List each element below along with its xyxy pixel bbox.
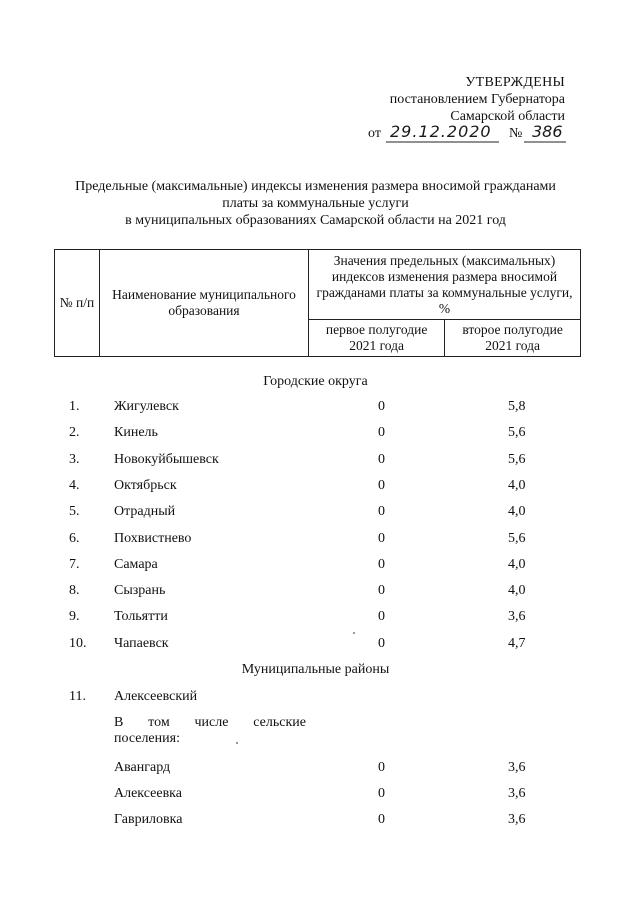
row-name: Самара	[114, 556, 158, 572]
approval-line-1: постановлением Губернатора	[389, 92, 565, 107]
row-second-half-value: 4,7	[508, 635, 526, 651]
table-row	[0, 609, 631, 629]
table-row	[0, 478, 631, 498]
header-table	[54, 249, 581, 357]
row-number: 10.	[69, 635, 87, 651]
row-name: Чапаевск	[114, 635, 169, 651]
title-line-1: Предельные (максимальные) индексы изменения размера вносимой гражданами	[75, 179, 556, 194]
row-first-half-value: 0	[378, 399, 385, 414]
col-header-first-half: первое полугодие 2021 года	[309, 320, 445, 357]
row-second-half-value: 5,6	[508, 425, 526, 441]
decree-date: 29.12.2020	[390, 122, 492, 141]
table-row	[0, 504, 631, 524]
row-number: 8.	[69, 583, 80, 599]
row-second-half-value: 5,6	[508, 451, 526, 467]
subheading-line-1	[114, 715, 306, 731]
row-first-half-value: 0	[378, 477, 385, 493]
row-name: Кинель	[114, 425, 158, 441]
row-first-half-value: 0	[378, 451, 385, 467]
table-row	[0, 531, 631, 551]
table-row	[0, 425, 631, 445]
row-second-half-value: 3,6	[508, 812, 526, 827]
subheading-line-2: поселения:	[114, 731, 180, 746]
row-second-half-value: 4,0	[508, 556, 526, 572]
row-first-half-value: 0	[378, 635, 385, 651]
row-first-half-value: 0	[378, 583, 385, 599]
row-number: 6.	[69, 530, 80, 546]
number-label: №	[509, 126, 523, 141]
row-name: Алексеевка	[114, 786, 182, 801]
subheading-word: сельские	[253, 715, 306, 730]
row-number: 9.	[69, 609, 80, 625]
table-row	[0, 812, 631, 832]
row-second-half-value: 3,6	[508, 609, 526, 625]
row-first-half-value: 0	[378, 425, 385, 441]
scan-speck	[236, 742, 238, 744]
district-number: 11.	[69, 689, 86, 704]
row-first-half-value: 0	[378, 786, 385, 801]
from-label: от	[368, 126, 381, 141]
row-name: Новокуйбышевск	[114, 451, 219, 467]
row-second-half-value: 5,8	[508, 399, 526, 414]
row-second-half-value: 4,0	[508, 504, 526, 520]
decree-number: 386	[532, 122, 563, 141]
section-municipal-districts: Муниципальные районы	[241, 662, 390, 677]
row-name: Тольятти	[114, 609, 168, 625]
row-second-half-value: 4,0	[508, 477, 526, 493]
row-number: 7.	[69, 556, 80, 572]
row-name: Отрадный	[114, 504, 176, 520]
title-line-2: платы за коммунальные услуги	[222, 196, 409, 211]
table-row	[0, 557, 631, 577]
row-name: Жигулевск	[114, 399, 179, 414]
row-name: Гавриловка	[114, 812, 183, 827]
row-name: Авангард	[114, 760, 171, 775]
scan-speck	[353, 632, 355, 634]
approval-line-2: Самарской области	[450, 109, 565, 124]
approval-block	[325, 74, 565, 125]
district-name: Алексеевский	[114, 689, 198, 704]
row-number: 3.	[69, 451, 80, 467]
row-first-half-value: 0	[378, 504, 385, 520]
settlements-subheading	[114, 715, 306, 747]
document-title	[40, 178, 591, 229]
row-first-half-value: 0	[378, 609, 385, 625]
row-first-half-value: 0	[378, 812, 385, 827]
approval-heading: УТВЕРЖДЕНЫ	[465, 75, 565, 90]
table-row	[0, 399, 631, 419]
subheading-word: числе	[194, 715, 229, 730]
row-first-half-value: 0	[378, 760, 385, 775]
col-header-second-half: второе полугодие 2021 года	[445, 320, 581, 357]
row-number: 4.	[69, 477, 80, 493]
row-name: Октябрьск	[114, 477, 177, 493]
title-line-3: в муниципальных образованиях Самарской области на 2021 год	[125, 213, 506, 228]
table-row	[0, 760, 631, 780]
row-first-half-value: 0	[378, 530, 385, 546]
row-second-half-value: 3,6	[508, 760, 526, 775]
subheading-word: том	[148, 715, 170, 730]
row-number: 2.	[69, 425, 80, 441]
subheading-word: В	[114, 715, 124, 730]
row-first-half-value: 0	[378, 556, 385, 572]
row-number: 1.	[69, 399, 80, 414]
col-header-name: Наименование муниципального образования	[100, 250, 309, 357]
row-name: Похвистнево	[114, 530, 192, 546]
row-number: 5.	[69, 504, 80, 520]
row-second-half-value: 3,6	[508, 786, 526, 801]
table-row	[0, 452, 631, 472]
section-urban-districts: Городские округа	[263, 374, 368, 389]
district-row	[0, 689, 631, 709]
row-second-half-value: 5,6	[508, 530, 526, 546]
table-row	[0, 583, 631, 603]
signature-underline	[368, 122, 568, 146]
col-header-values: Значения предельных (максимальных) индексов изменения размера вносимой гражданами платы за коммунальные услуги, %	[309, 250, 581, 320]
table-row	[0, 636, 631, 656]
row-name: Сызрань	[114, 583, 166, 599]
row-second-half-value: 4,0	[508, 583, 526, 599]
decree-date-number	[368, 122, 568, 146]
col-header-num: № п/п	[55, 250, 100, 357]
table-row	[0, 786, 631, 806]
